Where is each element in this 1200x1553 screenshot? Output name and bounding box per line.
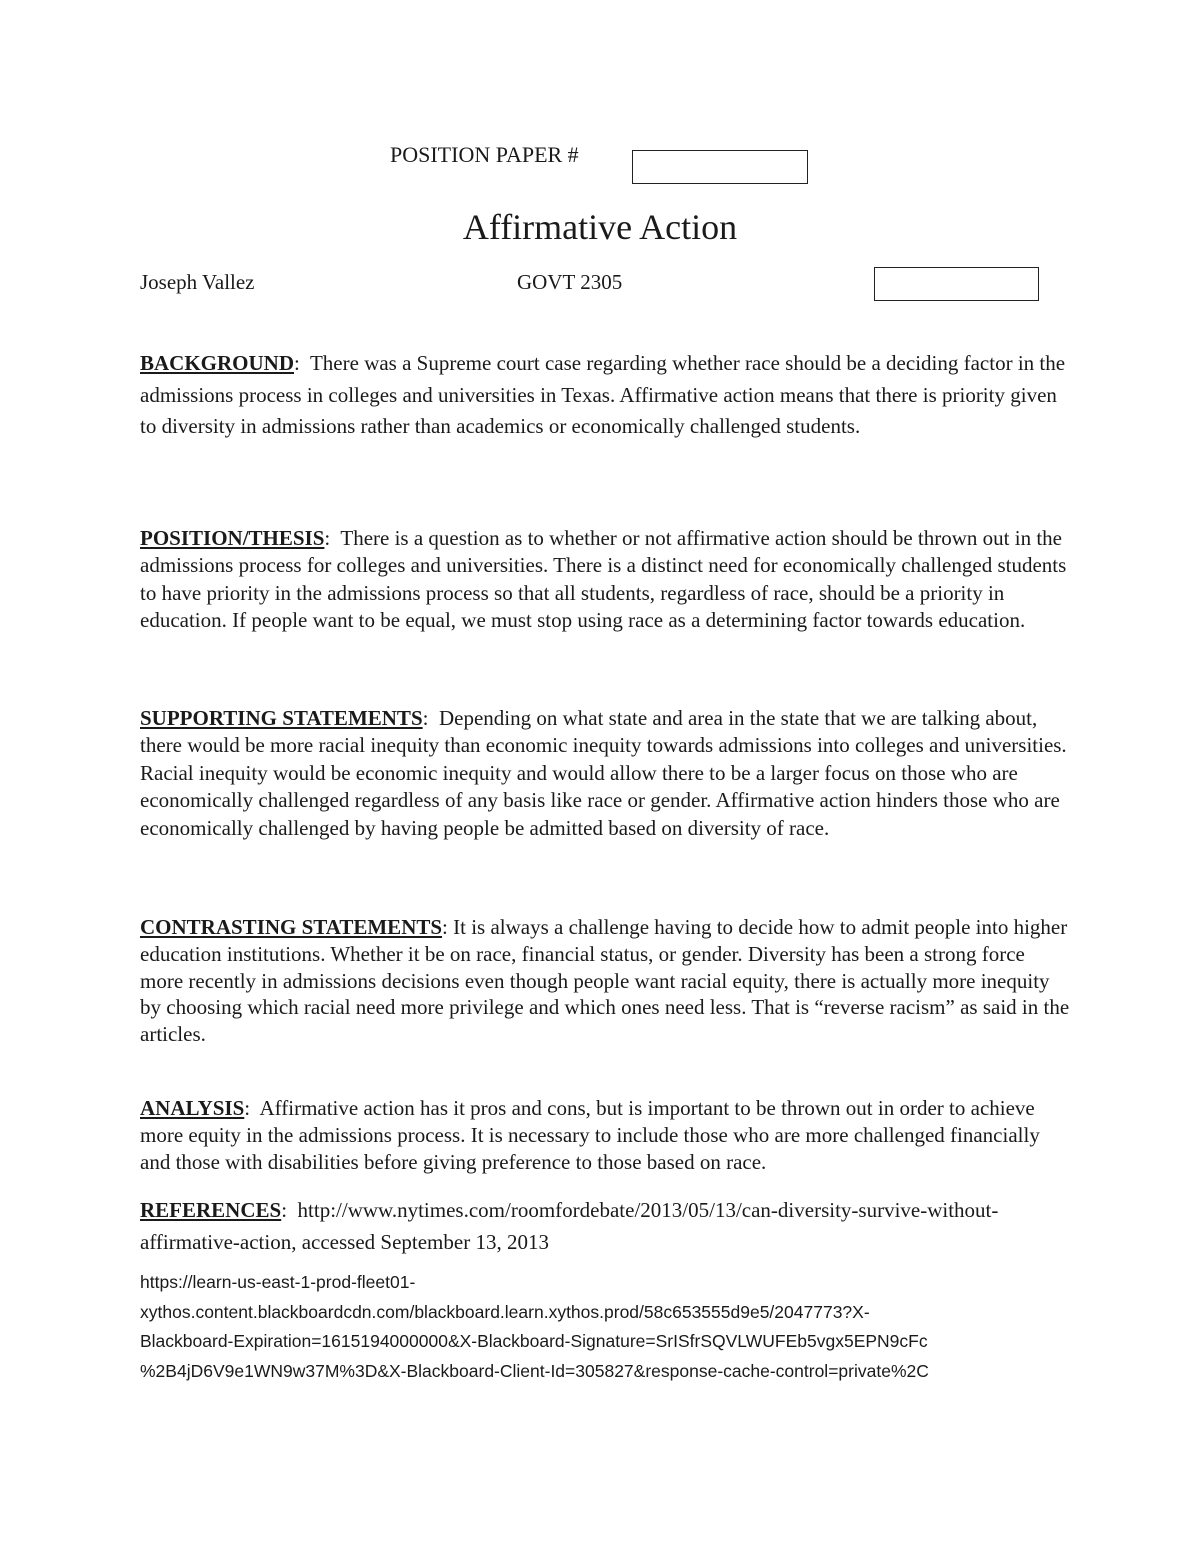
position-section: POSITION/THESIS: There is a question as to whether or not affirmative action should be thrown out in the admissions process for colleges and universities. There is a distinct need for economically challenged students to have priority in the admissions process so that all students, regardless of race, should be a priority in education. If people want to be equal, we must stop using race as a determining factor towards education.: [140, 526, 1067, 632]
contrasting-label: CONTRASTING STATEMENTS: [140, 915, 443, 939]
reference-nytimes-link[interactable]: http://www.nytimes.com/roomfordebate/2013/05/13/can-diversity-survive-without-affirmative-action, accessed September 13, 2013: [140, 1198, 999, 1254]
position-text: There is a question as to whether or not affirmative action should be thrown out in the admissions process for colleges and universities. There is a distinct need for economically challenged students to have priority in the admissions process so that all students, regardless of race, should be a priority in education. If people want to be equal, we must stop using race as a determining factor towards education.: [140, 526, 1067, 632]
analysis-text: Affirmative action has it pros and cons, but is important to be thrown out in order to achieve more equity in the admissions process. It is necessary to include those who are more challenged financially and those with disabilities before giving preference to those based on race.: [140, 1096, 1040, 1175]
background-text: There was a Supreme court case regarding whether race should be a deciding factor in the admissions process in colleges and universities in Texas. Affirmative action means that there is priority given to diversity in admissions rather than academics or economically challenged students.: [140, 351, 1066, 438]
url-line: xythos.content.blackboardcdn.com/blackboard.learn.xythos.prod/58c653555d9e5/2047773?X-: [140, 1301, 870, 1322]
analysis-section: ANALYSIS: Affirmative action has it pros and cons, but is important to be thrown out in order to achieve more equity in the admissions process. It is necessary to include those who are more challenged financially and those with disabilities before giving preference to those based on race.: [140, 1096, 1040, 1175]
analysis-label: ANALYSIS: [140, 1096, 245, 1120]
url-line: https://learn-us-east-1-prod-fleet01-: [140, 1272, 416, 1292]
supporting-text: Depending on what state and area in the state that we are talking about, there would be more racial inequity than economic inequity towards admissions into colleges and universities. Racial inequity would be economic inequity and would allow there to be a larger focus on those who are economically challenged regardless of any basis like race or gender. Affirmative action hinders those who are economically challenged by having people be admitted based on diversity of race.: [140, 706, 1067, 840]
course-code: GOVT 2305: [517, 270, 623, 294]
supporting-section: SUPPORTING STATEMENTS: Depending on what state and area in the state that we are talking about, there would be more racial inequity than economic inequity towards admissions into colleges and universities. Racial inequity would be economic inequity and would allow there to be a larger focus on those who are economically challenged regardless of any basis like race or gender. Affirmative action hinders those who are economically challenged by having people be admitted based on diversity of race.: [140, 706, 1067, 840]
document-title: Affirmative Action: [462, 207, 738, 247]
references-label: REFERENCES: [140, 1198, 282, 1222]
position-label: POSITION/THESIS: [140, 526, 325, 550]
url-line: %2B4jD6V9e1WN9w37M%3D&X-Blackboard-Client-Id=305827&response-cache-control=private%2C: [140, 1360, 929, 1381]
author-name: Joseph Vallez: [140, 270, 255, 294]
background-section: BACKGROUND: There was a Supreme court case regarding whether race should be a deciding factor in the admissions process in colleges and universities in Texas. Affirmative action means that there is priority given to diversity in admissions rather than academics or economically challenged students.: [140, 351, 1066, 438]
supporting-label: SUPPORTING STATEMENTS: [140, 706, 423, 730]
contrasting-section: CONTRASTING STATEMENTS: It is always a challenge having to decide how to admit people into higher education institutions. Whether it be on race, financial status, or gender. Diversity has been a strong force more recently in admissions decisions even though people want racial equity, there is actually more inequity by choosing which racial need more privilege and which ones need less. That is “reverse racism” as said in the articles.: [140, 915, 1070, 1047]
reference-blackboard-link[interactable]: [140, 1268, 1070, 1386]
background-label: BACKGROUND: [140, 351, 295, 375]
references-section: REFERENCES: http://www.nytimes.com/roomfordebate/2013/05/13/can-diversity-survive-without-affirmative-action, accessed September 13, 2013: [140, 1198, 999, 1254]
paper-number-box: [632, 150, 808, 184]
position-paper-label: POSITION PAPER #: [390, 142, 579, 167]
url-line: Blackboard-Expiration=1615194000000&X-Blackboard-Signature=SrISfrSQVLWUFEb5vgx5EPN9cFc: [140, 1331, 928, 1351]
grade-box: [874, 267, 1039, 301]
contrasting-text: It is always a challenge having to decide how to admit people into higher education institutions. Whether it be on race, financial status, or gender. Diversity has been a strong force more recently in admissions decisions even though people want racial equity, there is actually more inequity by choosing which racial need more privilege and which ones need less. That is “reverse racism” as said in the articles.: [140, 915, 1070, 1047]
